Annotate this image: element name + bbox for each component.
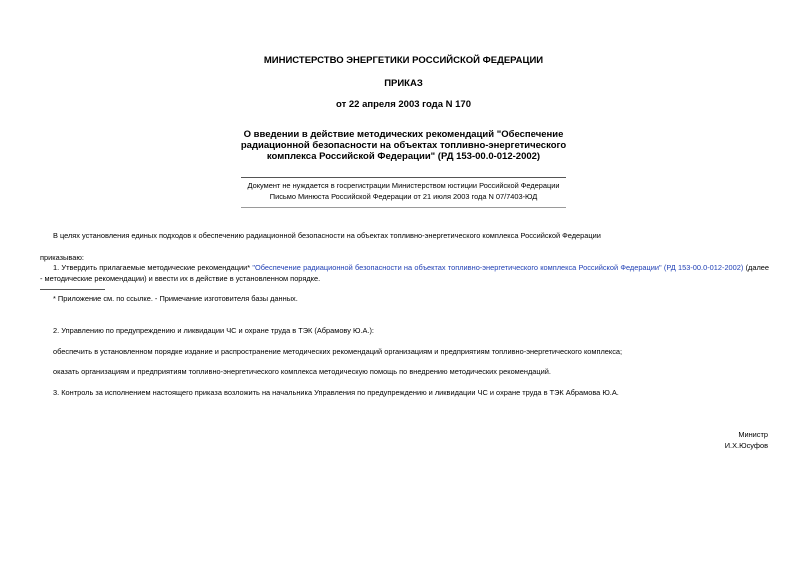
item-1-paragraph	[40, 262, 769, 284]
item-2a-paragraph: обеспечить в установленном порядке издание и распространение методических рекомендаций организациям и предприятиям топливно-энергетического комплекса;	[53, 347, 623, 356]
item-2b-paragraph: оказать организациям и предприятиям топливно-энергетического комплекса методическую помощь по внедрению методических рекомендаций.	[53, 367, 551, 376]
registration-note-line2: Письмо Минюста Российской Федерации от 21 июля 2003 года N 07/7403-ЮД	[269, 192, 538, 201]
title-line: О введении в действие методических рекомендаций "Обеспечение	[243, 129, 564, 140]
footnote-text: * Приложение см. по ссылке. - Примечание изготовителя базы данных.	[53, 294, 298, 303]
signature-position: Министр	[738, 430, 768, 439]
item-1-prefix: 1. Утвердить прилагаемые методические рекомендации	[53, 263, 248, 272]
document-type: ПРИКАЗ	[384, 78, 423, 89]
document-title	[0, 129, 807, 162]
divider-top	[241, 177, 566, 178]
title-line: комплекса Российской Федерации" (РД 153-00.0-012-2002)	[266, 151, 541, 162]
signature-name: И.Х.Юсуфов	[724, 441, 768, 450]
registration-note-line1: Документ не нуждается в госрегистрации Министерством юстиции Российской Федерации	[247, 181, 560, 190]
item-3-paragraph: 3. Контроль за исполнением настоящего приказа возложить на начальника Управления по предупреждению и ликвидации ЧС и охране труда в ТЭК Абрамова Ю.А.	[53, 388, 619, 397]
document-date-number: от 22 апреля 2003 года N 170	[336, 99, 471, 110]
item-2-paragraph: 2. Управлению по предупреждению и ликвидации ЧС и охране труда в ТЭК (Абрамову Ю.А.):	[53, 326, 374, 335]
order-word: приказываю:	[40, 253, 84, 262]
ministry-heading: МИНИСТЕРСТВО ЭНЕРГЕТИКИ РОССИЙСКОЙ ФЕДЕРАЦИИ	[263, 55, 544, 66]
recommendations-link[interactable]: "Обеспечение радиационной безопасности на объектах топливно-энергетического комплекса Российской Федерации" (РД 153-00.0-012-2002)	[252, 263, 744, 272]
divider-bottom	[241, 207, 566, 208]
title-line: радиационной безопасности на объектах топливно-энергетического	[240, 140, 567, 151]
intro-paragraph: В целях установления единых подходов к обеспечению радиационной безопасности на объектах топливно-энергетического комплекса Российской Федерации	[53, 231, 601, 240]
footnote-marker: *	[247, 263, 251, 272]
item-1-suffix: (далее - методические рекомендации) и ввести их в действие в установленном порядке.	[40, 263, 770, 283]
footnote-divider	[40, 289, 105, 290]
